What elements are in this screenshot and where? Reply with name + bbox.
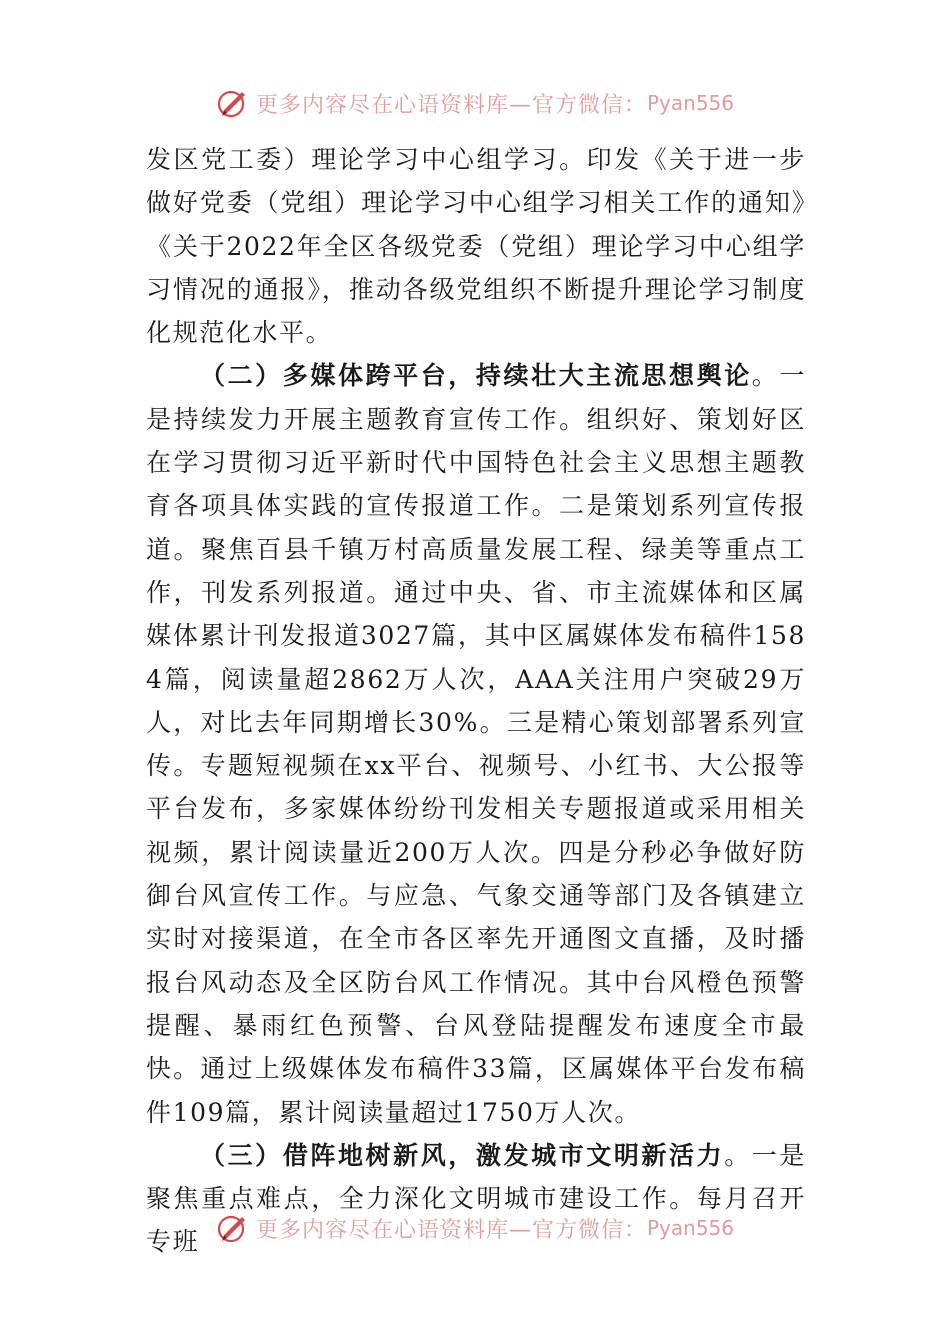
- paragraph-text: 。一是持续发力开展主题教育宣传工作。组织好、策划好区在学习贯彻习近平新时代中国特色社会主义思想主题教育各项具体实践的宣传报道工作。二是策划系列宣传报道。聚焦百县千镇万村高质量发展工程、绿美等重点工作，刊发系列报道。通过中央、省、市主流媒体和区属媒体累计刊发报道3027篇，其中区属媒体发布稿件1584篇，阅读量超2862万人次，AAA关注用户突破29万人，对比去年同期增长30%。三是精心策划部署系列宣传。专题短视频在xx平台、视频号、小红书、大公报等平台发布，多家媒体纷纷刊发相关专题报道或采用相关视频，累计阅读量近200万人次。四是分秒必争做好防御台风宣传工作。与应急、气象交通等部门及各镇建立实时对接渠道，在全市各区率先开通图文直播，及时播报台风动态及全区防台风工作情况。其中台风橙色预警提醒、暴雨红色预警、台风登陆提醒发布速度全市最快。通过上级媒体发布稿件33篇，区属媒体平台发布稿件109篇，累计阅读量超过1750万人次。: [146, 361, 806, 1127]
- watermark-text: 更多内容尽在心语资料库—官方微信：: [255, 92, 647, 118]
- section-heading: （二）多媒体跨平台，持续壮大主流思想舆论: [200, 361, 752, 391]
- watermark-text: 更多内容尽在心语资料库—官方微信：: [255, 1217, 647, 1243]
- watermark-id: Pyan556: [647, 1216, 735, 1240]
- document-body: [146, 138, 806, 1264]
- paragraph-continued: [146, 138, 806, 354]
- paragraph-text: 发区党工委）理论学习中心组学习。印发《关于进一步做好党委（党组）理论学习中心组学习相关工作的通知》《关于2022年全区各级党委（党组）理论学习中心组学习情况的通报》，推动各级党组织不断提升理论学习制度化规范化水平。: [146, 145, 806, 348]
- footer-watermark: [0, 1208, 950, 1248]
- paragraph-text: 。一是聚焦重点难点，全力深化文明城市建设工作。每月召开专班: [146, 1140, 806, 1257]
- section-heading: （三）借阵地树新风，激发城市文明新活力: [200, 1140, 725, 1170]
- paragraph-section-2: [146, 354, 806, 1133]
- pen-circle-logo-icon: [216, 1211, 250, 1245]
- watermark-id: Pyan556: [647, 91, 735, 115]
- pen-circle-logo-icon: [216, 86, 250, 120]
- header-watermark: [0, 83, 950, 123]
